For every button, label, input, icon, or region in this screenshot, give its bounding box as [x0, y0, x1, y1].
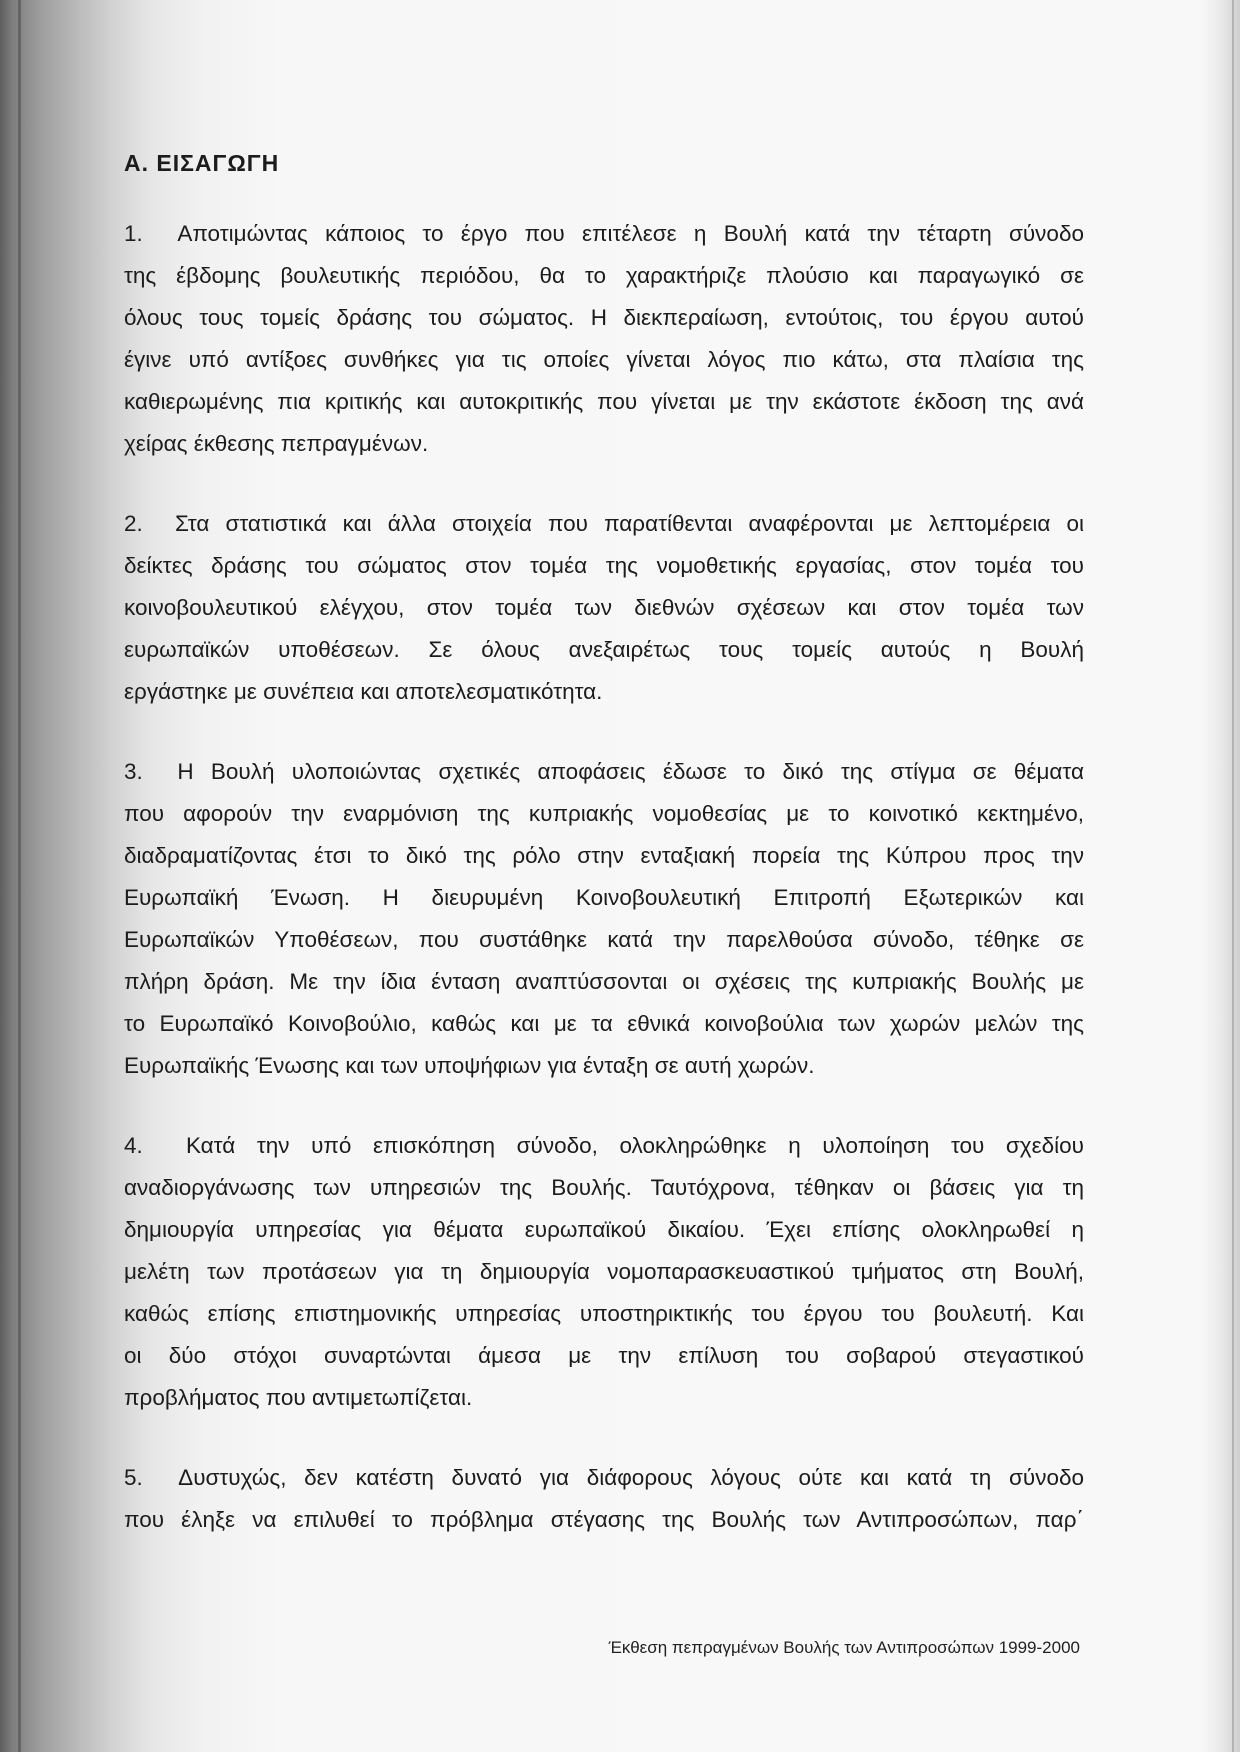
paragraph-line: [124, 751, 1084, 793]
paragraph-line: όλους τους τομείς δράσης του σώματος. Η διεκπεραίωση, εντούτοις, του έργου αυτού: [124, 305, 1084, 330]
paragraph-line: πλήρη δράση. Με την ίδια ένταση αναπτύσσονται οι σχέσεις της κυπριακής Βουλής με: [124, 969, 1084, 994]
paragraph-number: 2.: [124, 511, 143, 536]
line-text: Στα στατιστικά και άλλα στοιχεία που παρατίθενται αναφέρονται με λεπτομέρεια οι: [174, 511, 1084, 536]
paragraph-line: Ευρωπαϊκής Ένωσης και των υποψήφιων για ένταξη σε αυτή χωρών.: [124, 1053, 815, 1078]
paragraph-line: το Ευρωπαϊκό Κοινοβούλιο, καθώς και με τα εθνικά κοινοβούλια των χωρών μελών της: [124, 1011, 1084, 1036]
paragraph-line: καθώς επίσης επιστημονικής υπηρεσίας υποστηρικτικής του έργου του βουλευτή. Και: [124, 1301, 1084, 1326]
paragraph-4: [124, 1125, 1084, 1419]
line-text: Δυστυχώς, δεν κατέστη δυνατό για διάφορους λόγους ούτε και κατά τη σύνοδο: [178, 1465, 1084, 1490]
paragraph-line: δείκτες δράσης του σώματος στον τομέα της νομοθετικής εργασίας, στον τομέα του: [124, 553, 1084, 578]
paragraph-line: [124, 1457, 1084, 1499]
paragraph-line: κοινοβουλευτικού ελέγχου, στον τομέα των διεθνών σχέσεων και στον τομέα των: [124, 595, 1084, 620]
paragraph-line: διαδραματίζοντας έτσι το δικό της ρόλο στην ενταξιακή πορεία της Κύπρου προς την: [124, 843, 1084, 868]
paragraph-line: εργάστηκε με συνέπεια και αποτελεσματικότητα.: [124, 679, 603, 704]
paragraph-line: που έληξε να επιλυθεί το πρόβλημα στέγασης της Βουλής των Αντιπροσώπων, παρ΄: [124, 1507, 1084, 1532]
paragraph-line: της έβδομης βουλευτικής περιόδου, θα το χαρακτήριζε πλούσιο και παραγωγικό σε: [124, 263, 1084, 288]
paragraph-3: [124, 751, 1084, 1087]
paragraph-line: χείρας έκθεσης πεπραγμένων.: [124, 431, 429, 456]
section-heading: Α. ΕΙΣΑΓΩΓΗ: [124, 150, 280, 176]
page-right-edge: [1232, 0, 1234, 1752]
line-text: Κατά την υπό επισκόπηση σύνοδο, ολοκληρώθηκε η υλοποίηση του σχεδίου: [185, 1133, 1084, 1158]
page-binding-shadow: [18, 0, 21, 1752]
paragraph-number: 1.: [124, 221, 143, 246]
paragraph-line: Ευρωπαϊκών Υποθέσεων, που συστάθηκε κατά την παρελθούσα σύνοδο, τέθηκε σε: [124, 927, 1084, 952]
document-body: [124, 150, 1084, 1579]
paragraph-number: 4.: [124, 1133, 143, 1158]
line-text: Η Βουλή υλοποιώντας σχετικές αποφάσεις έδωσε το δικό της στίγμα σε θέματα: [177, 759, 1084, 784]
paragraph-line: [124, 1125, 1084, 1167]
paragraph-line: οι δύο στόχοι συναρτώνται άμεσα με την επίλυση του σοβαρού στεγαστικού: [124, 1343, 1084, 1368]
paragraph-5: [124, 1457, 1084, 1541]
paragraph-line: [124, 503, 1084, 545]
paragraph-line: καθιερωμένης πια κριτικής και αυτοκριτικής που γίνεται με την εκάστοτε έκδοση της ανά: [124, 389, 1084, 414]
paragraph-number: 3.: [124, 759, 143, 784]
paragraph-line: αναδιοργάνωσης των υπηρεσιών της Βουλής. Ταυτόχρονα, τέθηκαν οι βάσεις για τη: [124, 1175, 1084, 1200]
paragraph-line: που αφορούν την εναρμόνιση της κυπριακής νομοθεσίας με το κοινοτικό κεκτημένο,: [124, 801, 1084, 826]
paragraph-line: έγινε υπό αντίξοες συνθήκες για τις οποίες γίνεται λόγος πιο κάτω, στα πλαίσια της: [124, 347, 1084, 372]
line-text: Αποτιμώντας κάποιος το έργο που επιτέλεσε η Βουλή κατά την τέταρτη σύνοδο: [177, 221, 1084, 246]
paragraph-2: [124, 503, 1084, 713]
paragraph-1: [124, 213, 1084, 465]
page-footer: Έκθεση πεπραγμένων Βουλής των Αντιπροσώπων 1999-2000: [608, 1638, 1080, 1657]
paragraph-line: δημιουργία υπηρεσίας για θέματα ευρωπαϊκού δικαίου. Έχει επίσης ολοκληρωθεί η: [124, 1217, 1084, 1242]
paragraph-number: 5.: [124, 1465, 143, 1490]
paragraph-line: Ευρωπαϊκή Ένωση. Η διευρυμένη Κοινοβουλευτική Επιτροπή Εξωτερικών και: [124, 885, 1084, 910]
paragraph-line: [124, 213, 1084, 255]
paragraph-line: ευρωπαϊκών υποθέσεων. Σε όλους ανεξαιρέτως τους τομείς αυτούς η Βουλή: [124, 637, 1084, 662]
paragraph-line: προβλήματος που αντιμετωπίζεται.: [124, 1385, 473, 1410]
paragraph-line: μελέτη των προτάσεων για τη δημιουργία νομοπαρασκευαστικού τμήματος στη Βουλή,: [124, 1259, 1084, 1284]
